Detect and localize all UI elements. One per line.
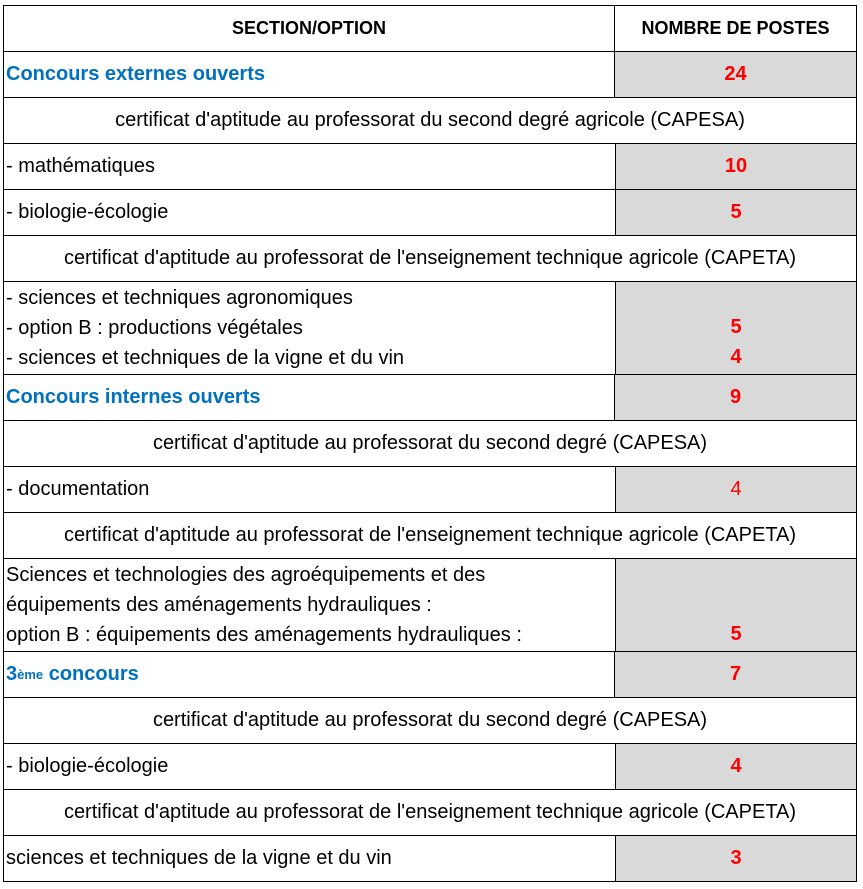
positions-table [3, 5, 857, 882]
exam-row [3, 697, 857, 744]
option-count-group [616, 282, 856, 374]
option-line: option B : équipements des aménagements hydrauliques : [6, 624, 522, 646]
exam-title: certificat d'aptitude au professorat du second degré (CAPESA) [152, 709, 708, 731]
section-title [4, 652, 615, 697]
option-row [3, 835, 857, 882]
section-title: Concours internes ouverts [4, 375, 615, 420]
exam-title: certificat d'aptitude au professorat de l'enseignement technique agricole (CAPETA) [63, 801, 797, 823]
option-count-group [616, 559, 856, 651]
exam-title: certificat d'aptitude au professorat du second degré agricole (CAPESA) [115, 109, 745, 131]
option-label-group [4, 282, 616, 374]
exam-title: certificat d'aptitude au professorat de l'enseignement technique agricole (CAPETA) [63, 524, 797, 546]
header-count: NOMBRE DE POSTES [615, 6, 856, 51]
option-label-group [4, 559, 616, 651]
option-count: 5 [730, 623, 742, 645]
option-row [3, 189, 857, 236]
section-total: 9 [615, 375, 856, 420]
option-line: - sciences et techniques agronomiques [6, 287, 353, 309]
option-count: 5 [616, 190, 856, 235]
exam-row [3, 97, 857, 144]
option-count: 3 [616, 836, 856, 881]
option-count: 4 [730, 346, 742, 368]
option-row [3, 143, 857, 190]
exam-row [3, 235, 857, 282]
option-count: 5 [730, 316, 742, 338]
option-row [3, 558, 857, 652]
exam-title: certificat d'aptitude au professorat du second degré (CAPESA) [152, 432, 708, 454]
option-row [3, 743, 857, 790]
section-title-sup: ème [17, 667, 44, 682]
section-row-external [3, 51, 857, 98]
section-title: Concours externes ouverts [4, 52, 615, 97]
section-title-num: 3 [6, 663, 18, 685]
option-label: - biologie-écologie [4, 744, 616, 789]
exam-row [3, 512, 857, 559]
section-title-rest: concours [43, 663, 139, 685]
option-line: Sciences et technologies des agroéquipements et des [6, 564, 486, 586]
section-total: 7 [615, 652, 856, 697]
section-row-third [3, 651, 857, 698]
section-total: 24 [615, 52, 856, 97]
option-label: - biologie-écologie [4, 190, 616, 235]
option-row [3, 281, 857, 375]
option-count: 10 [616, 144, 856, 189]
header-row [3, 5, 857, 52]
option-label: sciences et techniques de la vigne et du vin [4, 836, 616, 881]
header-section: SECTION/OPTION [4, 6, 615, 51]
option-count: 4 [616, 467, 856, 512]
option-line: - option B : productions végétales [6, 317, 303, 339]
option-label: - documentation [4, 467, 616, 512]
option-line: équipements des aménagements hydrauliques : [6, 594, 432, 616]
option-label: - mathématiques [4, 144, 616, 189]
section-row-internal [3, 374, 857, 421]
exam-title: certificat d'aptitude au professorat de l'enseignement technique agricole (CAPETA) [63, 247, 797, 269]
option-count: 4 [616, 744, 856, 789]
option-row [3, 466, 857, 513]
option-line: - sciences et techniques de la vigne et du vin [6, 347, 405, 369]
exam-row [3, 789, 857, 836]
exam-row [3, 420, 857, 467]
